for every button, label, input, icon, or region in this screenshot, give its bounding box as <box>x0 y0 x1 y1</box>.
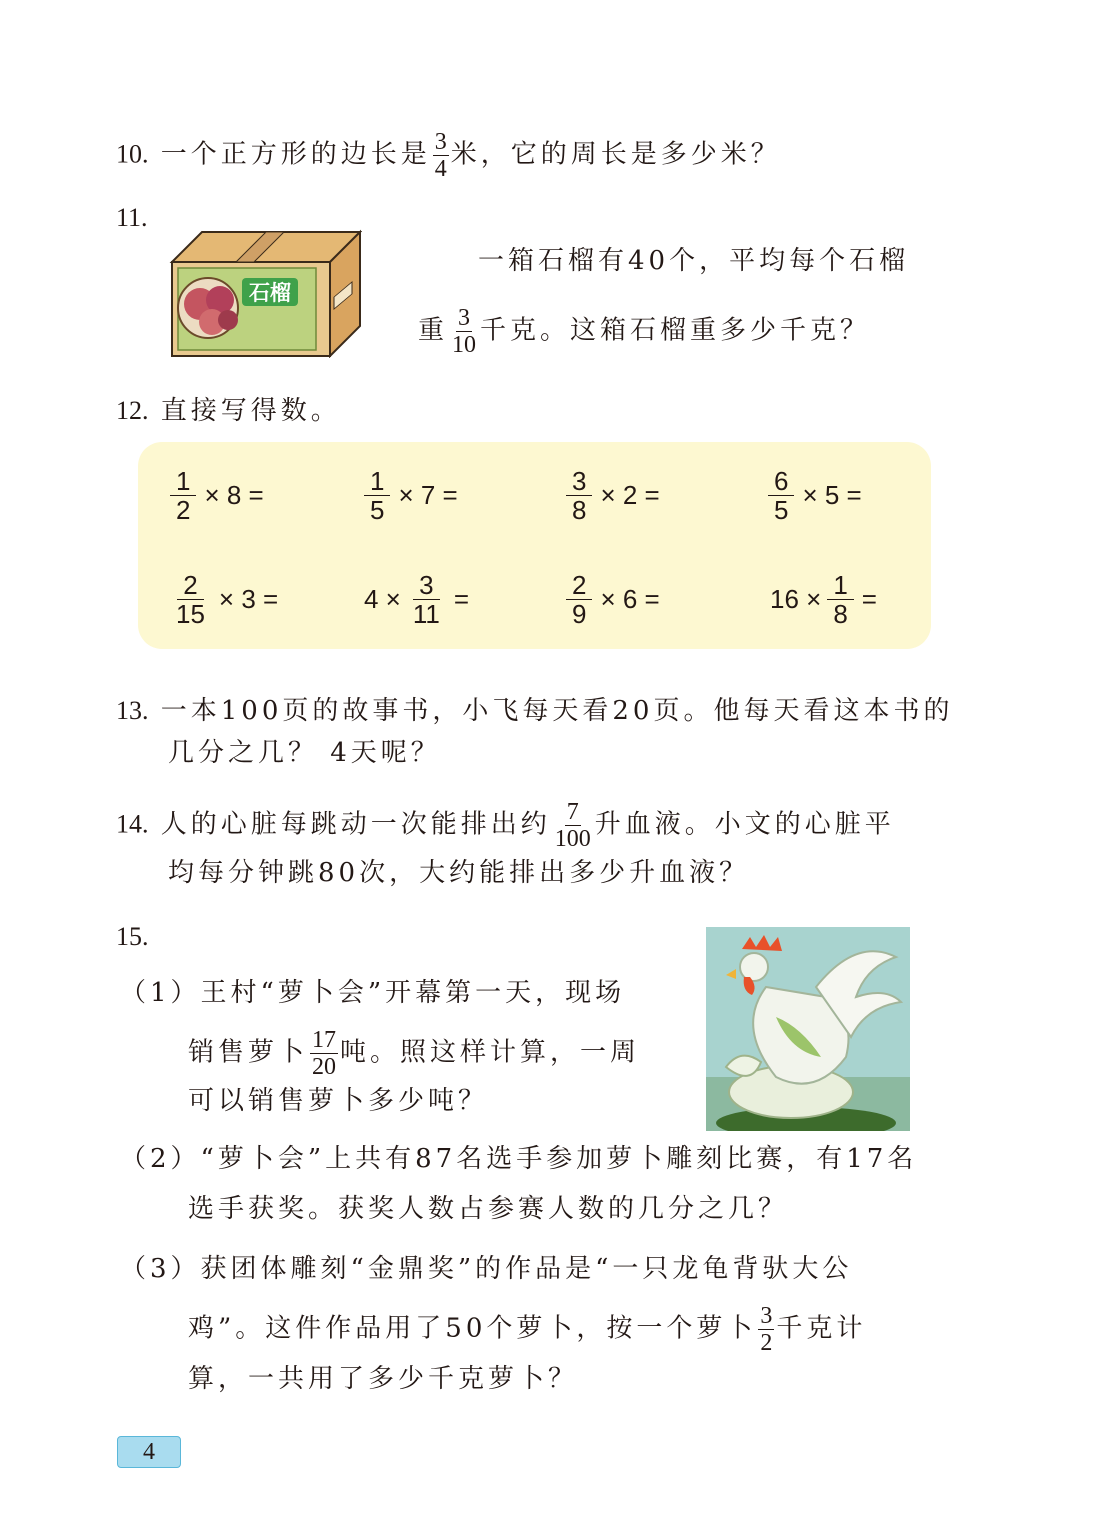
q15-p3-label: （3） <box>120 1254 201 1284</box>
denominator: 15 <box>176 599 205 629</box>
q15-p1-label: （1） <box>120 978 201 1008</box>
q14-text-pre: 人的心脏每跳动一次能排出约 <box>160 809 551 840</box>
calc-item <box>364 572 469 627</box>
calc-rest: × 8 = <box>204 480 264 510</box>
calc-rest: × 5 = <box>802 480 862 510</box>
q11-fraction <box>450 306 478 357</box>
q10-text-post: 米，它的周长是多少米？ <box>450 139 781 170</box>
denominator: 11 <box>412 599 440 629</box>
q13-line1 <box>116 698 953 724</box>
calc-pre: 16 × <box>770 584 822 614</box>
calc-rest: × 7 = <box>398 480 458 510</box>
q12-line <box>116 398 341 424</box>
numerator: 3 <box>760 1303 773 1329</box>
denominator: 4 <box>434 156 447 182</box>
numerator: 6 <box>768 468 794 496</box>
q15-p1-line2 <box>188 1028 640 1079</box>
box-label: 石榴 <box>249 281 291 305</box>
q15-p1-fraction <box>310 1028 338 1079</box>
q15-p1-line3: 可以销售萝卜多少吨？ <box>188 1086 489 1116</box>
numerator: 1 <box>170 468 196 496</box>
calc-pre: 4 × <box>364 584 401 614</box>
q15-p2-line2: 选手获奖。获奖人数占参赛人数的几分之几？ <box>188 1194 789 1224</box>
denominator: 2 <box>176 495 191 525</box>
q15-p2-label: （2） <box>120 1144 201 1174</box>
q10-text-pre: 一个正方形的边长是 <box>160 139 431 170</box>
denominator: 8 <box>572 495 587 525</box>
q14-line2: 均每分钟跳80次，大约能排出多少升血液？ <box>168 858 750 888</box>
calc-item <box>364 468 458 523</box>
numerator: 3 <box>413 572 439 600</box>
q11-text-post: 千克。这箱石榴重多少千克？ <box>480 315 871 346</box>
q15-p3-text-post: 千克计 <box>776 1313 867 1344</box>
q14-text-post: 升血液。小文的心脏平 <box>594 809 895 840</box>
q15-p1-text-post: 吨。照这样计算，一周 <box>340 1037 641 1068</box>
q11-number: 11. <box>116 203 148 232</box>
calc-rest: = <box>861 584 877 614</box>
calc-item <box>170 468 264 523</box>
q11-line1: 一箱石榴有40个，平均每个石榴 <box>478 246 910 276</box>
q11-line2 <box>418 306 870 357</box>
q15-p3-text-pre: 鸡”。这件作品用了50个萝卜，按一个萝卜 <box>188 1313 757 1344</box>
radish-rooster-carving-image <box>706 927 910 1131</box>
q15-p1-text: 王村“萝卜会”开幕第一天，现场 <box>200 978 626 1008</box>
calc-item <box>170 572 278 627</box>
pomegranate-box-image <box>166 228 362 358</box>
numerator: 3 <box>434 129 447 155</box>
q15-p3-line3: 算，一共用了多少千克萝卜？ <box>188 1364 579 1394</box>
q15-p1-text-pre: 销售萝卜 <box>188 1037 309 1068</box>
q15-p2-line1 <box>120 1146 917 1172</box>
q13-line2: 几分之几？ 4天呢？ <box>168 738 441 768</box>
denominator: 2 <box>760 1330 773 1356</box>
denominator: 10 <box>452 332 477 358</box>
denominator: 5 <box>774 495 789 525</box>
calc-rest: × 3 = <box>218 584 279 614</box>
q10-line <box>116 130 781 181</box>
q15-p3-text: 获团体雕刻“金鼎奖”的作品是“一只龙龟背驮大公 <box>200 1254 853 1284</box>
calc-item <box>566 468 660 523</box>
calc-rest: × 2 = <box>600 480 660 510</box>
q12-title: 直接写得数。 <box>160 396 341 426</box>
numerator: 2 <box>177 572 203 600</box>
q13-number: 13. <box>116 696 149 725</box>
q15-p2-text: “萝卜会”上共有87名选手参加萝卜雕刻比赛，有17名 <box>200 1144 918 1174</box>
q15-p1-line1 <box>120 980 625 1006</box>
page-number: 4 <box>117 1436 181 1468</box>
denominator: 5 <box>370 495 385 525</box>
denominator: 20 <box>312 1054 337 1080</box>
q10-fraction <box>433 130 449 181</box>
q10-number: 10. <box>116 139 149 169</box>
calc-rest: = <box>453 584 470 614</box>
q15-p3-fraction <box>758 1304 774 1355</box>
denominator: 8 <box>833 599 848 629</box>
q15-p3-line2 <box>188 1304 866 1355</box>
numerator: 1 <box>364 468 390 496</box>
q15-p3-line1 <box>120 1256 852 1282</box>
denominator: 9 <box>572 599 587 629</box>
q13-text: 一本100页的故事书，小飞每天看20页。他每天看这本书的 <box>160 696 954 726</box>
calc-item <box>566 572 660 627</box>
numerator: 7 <box>566 799 579 825</box>
q15-number: 15. <box>116 922 149 951</box>
numerator: 3 <box>566 468 592 496</box>
q14-line1 <box>116 800 895 851</box>
calc-rest: × 6 = <box>600 584 660 614</box>
q11-text-pre: 重 <box>418 315 449 346</box>
calc-item <box>770 572 877 627</box>
numerator: 3 <box>458 305 471 331</box>
numerator: 17 <box>312 1027 337 1053</box>
q14-number: 14. <box>116 809 149 839</box>
q14-fraction <box>553 800 593 851</box>
numerator: 1 <box>827 572 853 600</box>
q12-number: 12. <box>116 396 149 425</box>
numerator: 2 <box>566 572 592 600</box>
calc-item <box>768 468 862 523</box>
denominator: 100 <box>554 826 591 852</box>
